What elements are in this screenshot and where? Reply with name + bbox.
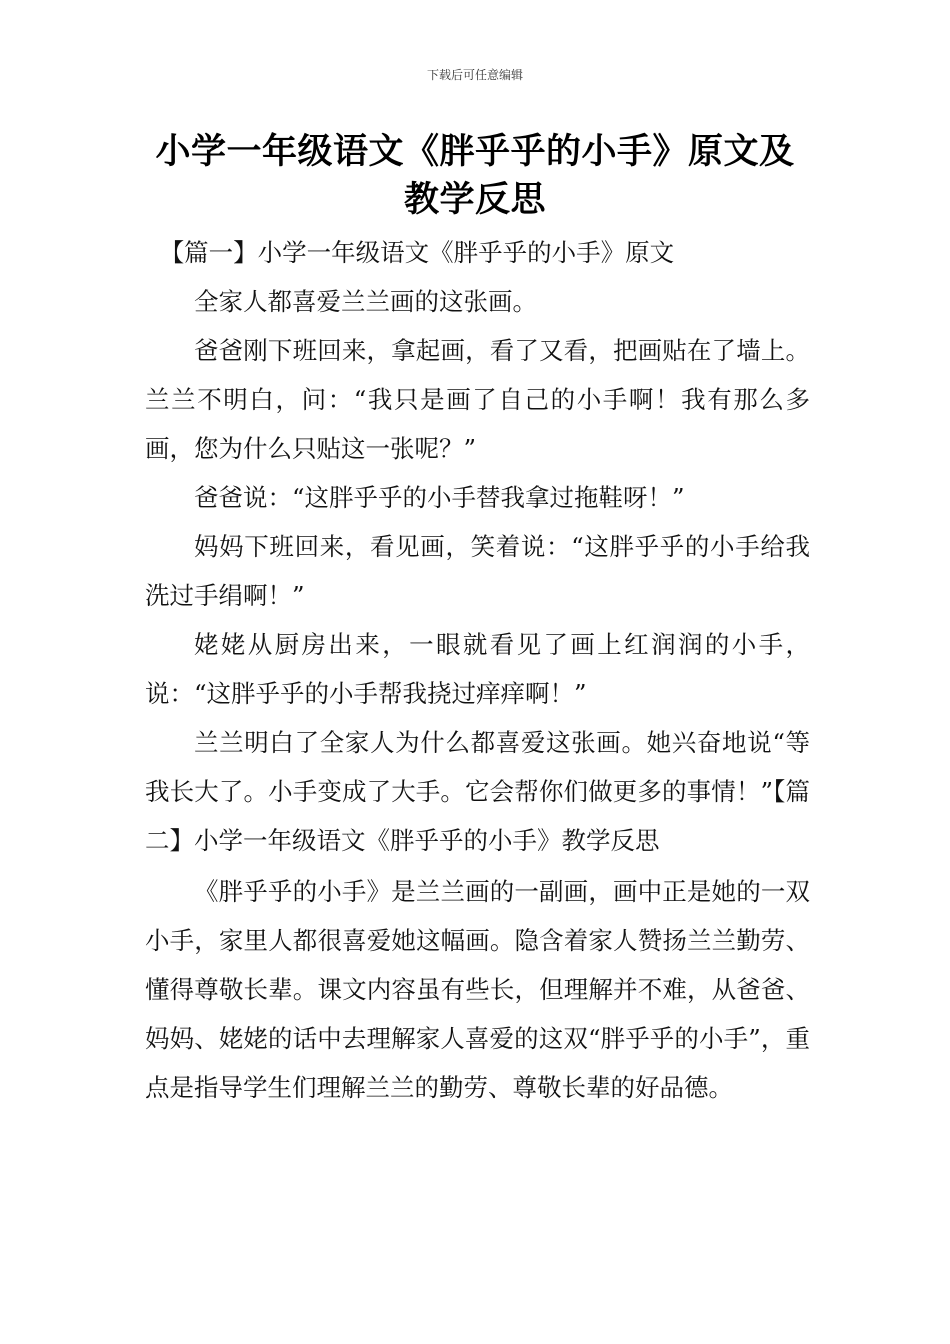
title-line-1: 小学一年级语文《胖乎乎的小手》原文及 — [155, 132, 795, 172]
body-paragraph: 全家人都喜爱兰兰画的这张画。 — [194, 287, 537, 316]
body-paragraph: 妈妈下班回来，看见画，笑着说：“这胖乎乎的小手给我洗过手绢啊！” — [145, 532, 810, 610]
body-paragraph: 姥姥从厨房出来，一眼就看见了画上红润润的小手，说：“这胖乎乎的小手帮我挠过痒痒啊！” — [145, 630, 810, 708]
body-paragraph: 爸爸说：“这胖乎乎的小手替我拿过拖鞋呀！” — [194, 483, 685, 512]
section-heading-1: 【篇一】小学一年级语文《胖乎乎的小手》原文 — [159, 238, 675, 267]
body-paragraph: 《胖乎乎的小手》是兰兰画的一副画，画中正是她的一双小手，家里人都很喜爱她这幅画。隐含着家人赞扬兰兰勤劳、懂得尊敬长辈。课文内容虽有些长，但理解并不难，从爸爸、妈妈、姥姥的话中去理解家人喜爱的这双“胖乎乎的小手”，重点是指导学生们理解兰兰的勤劳、尊敬长辈的好品德。 — [145, 877, 810, 1102]
title-line-2: 教学反思 — [403, 180, 546, 220]
body-paragraph: 兰兰明白了全家人为什么都喜爱这张画。她兴奋地说“等我长大了。小手变成了大手。它会帮你们做更多的事情！”【篇二】小学一年级语文《胖乎乎的小手》教学反思 — [145, 728, 810, 855]
body-paragraph: 爸爸刚下班回来，拿起画，看了又看，把画贴在了墙上。兰兰不明白，问：“我只是画了自己的小手啊！我有那么多画，您为什么只贴这一张呢？” — [145, 336, 810, 463]
document-body — [145, 228, 810, 1112]
document-title — [130, 128, 820, 224]
header-note: 下载后可任意编辑 — [426, 68, 523, 82]
